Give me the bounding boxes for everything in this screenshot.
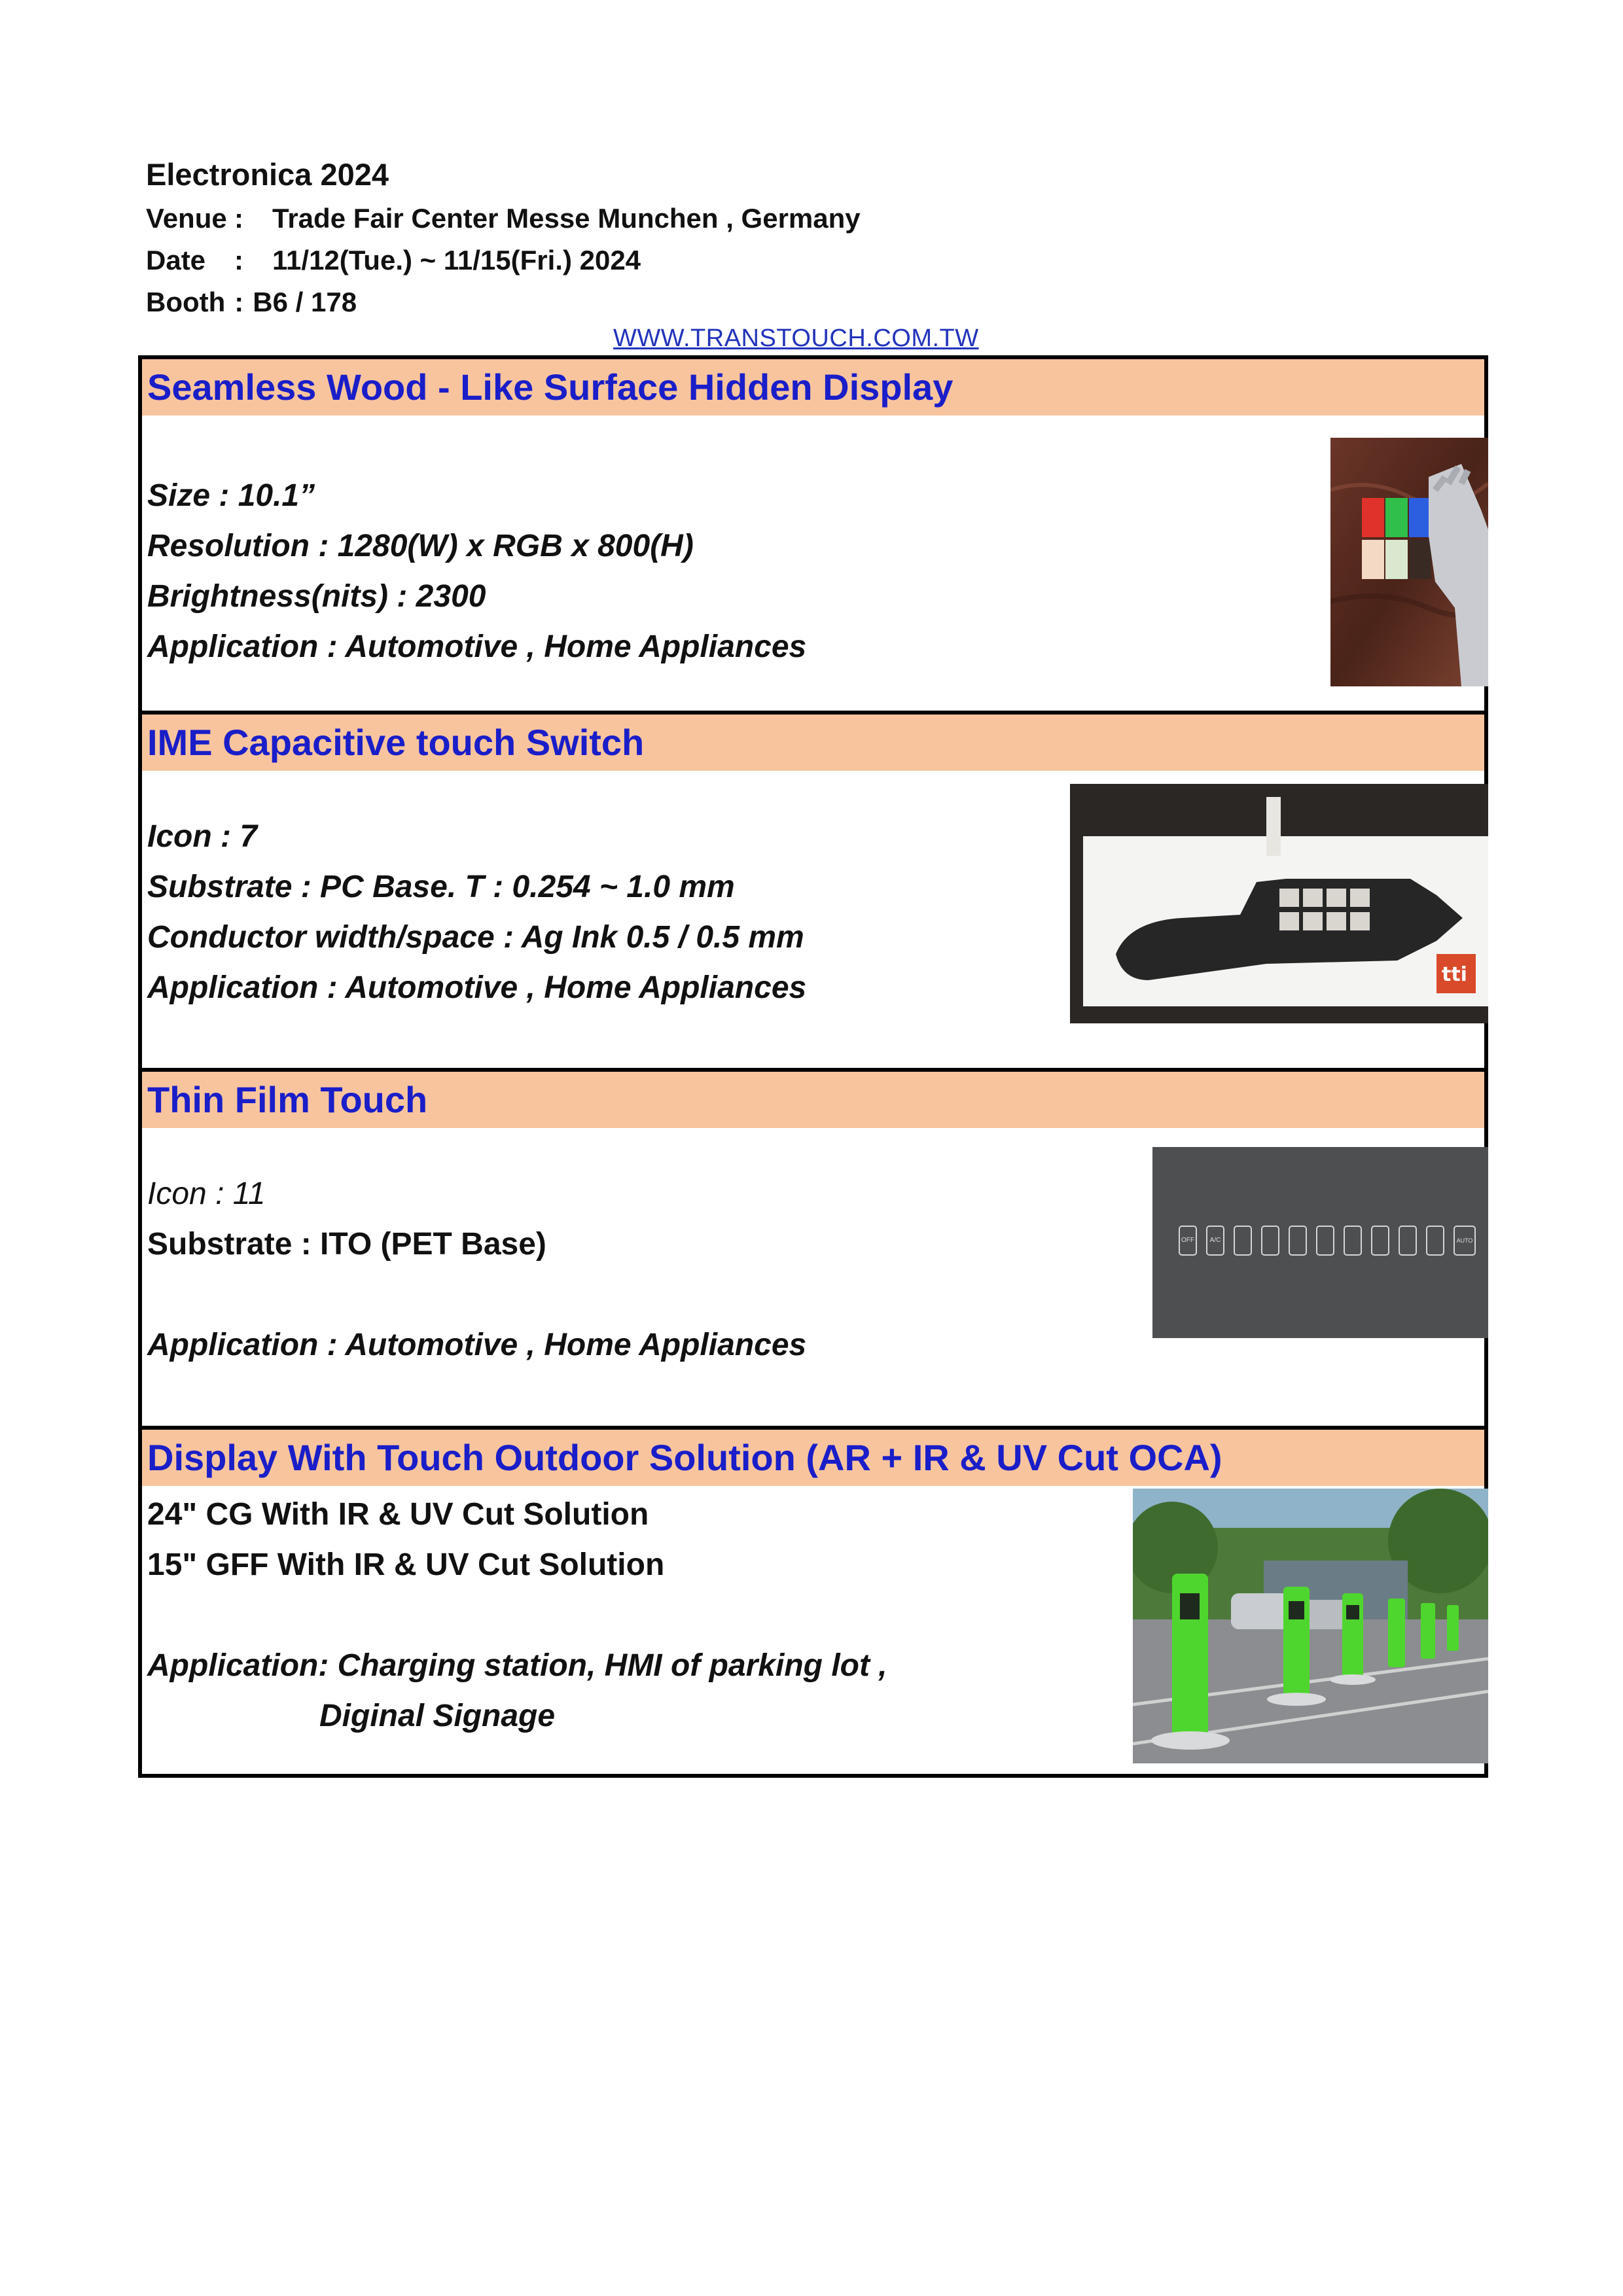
ac-icon: A/C bbox=[1206, 1226, 1224, 1256]
fresh-air-icon bbox=[1316, 1226, 1334, 1256]
date-row bbox=[146, 239, 1128, 281]
venue-separator: : bbox=[234, 203, 243, 234]
fan-icon bbox=[1371, 1226, 1389, 1256]
spec-application: Application : Automotive , Home Appliances bbox=[147, 1328, 807, 1362]
charging-station-photo bbox=[1133, 1489, 1488, 1763]
product-table bbox=[138, 355, 1488, 1778]
section-title: Display With Touch Outdoor Solution (AR + IR & UV Cut OCA) bbox=[142, 1430, 1484, 1486]
booth-label: Booth bbox=[146, 287, 226, 317]
booth-value: B6 / 178 bbox=[253, 287, 357, 317]
spec-substrate: Substrate : PC Base. T : 0.254 ~ 1.0 mm bbox=[147, 870, 735, 904]
spec-size: Size : 10.1” bbox=[147, 478, 315, 513]
feet-icon bbox=[1426, 1226, 1444, 1256]
recirculate-icon bbox=[1289, 1226, 1307, 1256]
venue-row bbox=[146, 198, 1128, 239]
spec-list bbox=[147, 811, 806, 1013]
website-link[interactable]: WWW.TRANSTOUCH.COM.TW bbox=[613, 325, 979, 352]
spec-list bbox=[147, 470, 806, 672]
spec-icon: Icon : 11 bbox=[147, 1176, 266, 1211]
spec-application: Application : Automotive , Home Appliances bbox=[147, 629, 807, 664]
event-title: Electronica 2024 bbox=[146, 157, 389, 192]
spec-icon: Icon : 7 bbox=[147, 819, 258, 854]
date-value: 11/12(Tue.) ~ 11/15(Fri.) 2024 bbox=[272, 245, 641, 275]
defrost-icon bbox=[1261, 1226, 1279, 1256]
section-thin-film-touch bbox=[142, 1072, 1484, 1426]
event-header bbox=[146, 152, 1128, 323]
section-outdoor-solution bbox=[142, 1430, 1484, 1778]
date-label: Date bbox=[146, 245, 206, 275]
section-title: IME Capacitive touch Switch bbox=[142, 715, 1484, 771]
spec-cg: 24" CG With IR & UV Cut Solution bbox=[147, 1497, 649, 1532]
tti-logo: tti bbox=[1442, 963, 1467, 986]
lamp-icon bbox=[1234, 1226, 1252, 1256]
thin-film-photo bbox=[1152, 1147, 1488, 1338]
off-icon: OFF bbox=[1179, 1226, 1197, 1256]
section-title: Thin Film Touch bbox=[142, 1072, 1484, 1128]
auto-icon: AUTO bbox=[1454, 1226, 1476, 1256]
venue-value: Trade Fair Center Messe Munchen , Germany bbox=[272, 203, 861, 234]
spec-substrate: Substrate : ITO (PET Base) bbox=[147, 1227, 546, 1262]
seat-icon bbox=[1344, 1226, 1362, 1256]
spec-application: Application : Automotive , Home Appliances bbox=[147, 970, 807, 1005]
ime-switch-photo bbox=[1070, 784, 1488, 1023]
date-separator: : bbox=[234, 245, 243, 275]
spec-list bbox=[147, 1169, 806, 1370]
spec-brightness: Brightness(nits) : 2300 bbox=[147, 579, 486, 614]
spec-list bbox=[147, 1489, 887, 1741]
spec-application: Application: Charging station, HMI of parking lot , bbox=[147, 1648, 887, 1683]
section-ime-switch bbox=[142, 715, 1484, 1068]
airflow-icon bbox=[1399, 1226, 1417, 1256]
booth-row bbox=[146, 281, 1128, 323]
hidden-display-photo bbox=[1330, 438, 1488, 686]
spec-gff: 15" GFF With IR & UV Cut Solution bbox=[147, 1547, 665, 1582]
section-hidden-display bbox=[142, 359, 1484, 711]
spec-application-cont: Diginal Signage bbox=[319, 1699, 556, 1733]
section-title: Seamless Wood - Like Surface Hidden Display bbox=[142, 359, 1484, 415]
booth-separator: : bbox=[234, 287, 244, 317]
spec-conductor: Conductor width/space : Ag Ink 0.5 / 0.5 mm bbox=[147, 920, 804, 955]
venue-label: Venue bbox=[146, 203, 227, 234]
spec-resolution: Resolution : 1280(W) x RGB x 800(H) bbox=[147, 529, 694, 563]
